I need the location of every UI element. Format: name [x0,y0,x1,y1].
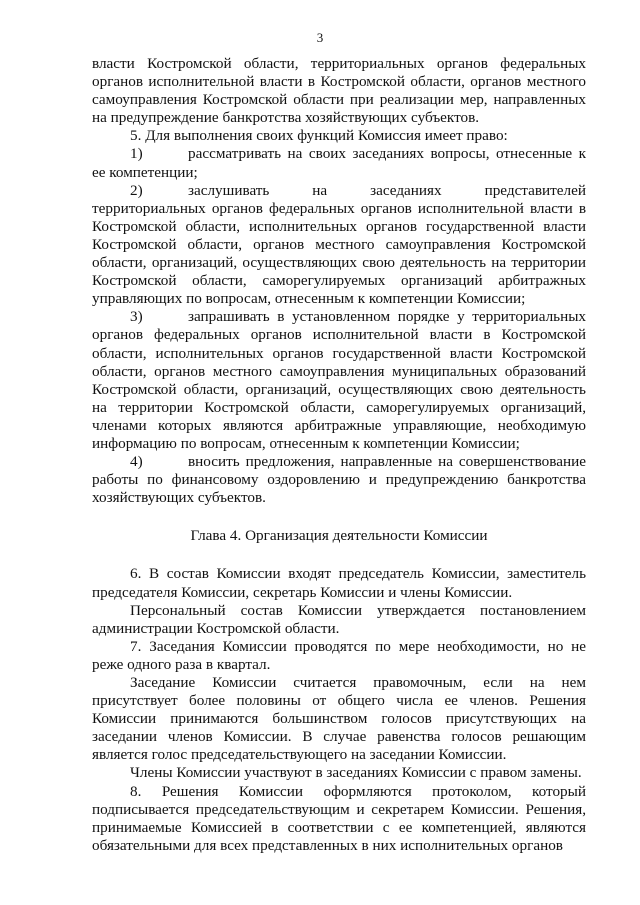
list-item-text: запрашивать в установленном порядке у территориальных органов федеральных органов исполнительной власти в Костромской области, исполнительных органов государственной власти Костромской области, органов местного самоуправления муниципальных образований Костромской области, организаций, осуществляющих свою деятельность на территории Костромской области, саморегулируемых организаций, членами которых являются арбитражные управляющие, необходимую информацию по вопросам, отнесенным к компетенции Комиссии; [92,308,586,452]
list-item-text: заслушивать на заседаниях представителей территориальных органов федеральных органов исполнительной власти в Костромской области, исполнительных органов государственной власти Костромской области, органов местного самоуправления Костромской области, организаций, осуществляющих свою деятельность на территории Костромской области, саморегулируемых организаций арбитражных управляющих по вопросам, отнесенным к компетенции Комиссии; [92,181,586,308]
list-item-number: 4) [130,453,143,471]
list-item-text: рассматривать на своих заседаниях вопросы, отнесенные к ее компетенции; [92,145,586,181]
list-item-number: 1) [130,145,143,163]
paragraph-7-members: Члены Комиссии участвуют в заседаниях Комиссии с правом замены. [130,764,582,782]
list-item-4 [92,453,586,507]
paragraph-8: 8. Решения Комиссии оформляются протоколом, который подписывается председательствующим и секретарем Комиссии. Решения, принимаемые Комиссией в соответствии с ее компетенцией, являются обязательными для всех представленных в них исполнительных органов [92,782,586,854]
paragraph-5: 5. Для выполнения своих функций Комиссия имеет право: [130,127,508,145]
paragraph-6: 6. В состав Комиссии входят председатель Комиссии, заместитель председателя Комиссии, секретарь Комиссии и члены Комиссии. [92,565,586,601]
page-number: 3 [316,30,324,45]
document-body [92,55,586,855]
list-item-1 [92,145,586,181]
chapter-heading: Глава 4. Организация деятельности Комиссии [190,527,488,545]
spacer [92,507,586,527]
paragraph-continuation: власти Костромской области, территориальных органов федеральных органов исполнительной власти в Костромской области, органов местного самоуправления Костромской области при реализации мер, направленных на предупреждение банкротства хозяйствующих субъектов. [92,55,586,127]
list-item-number: 3) [130,308,143,326]
paragraph-6-composition: Персональный состав Комиссии утверждается постановлением администрации Костромской области. [92,601,586,637]
list-item-3 [92,308,586,453]
spacer [92,545,586,565]
list-item-text: вносить предложения, направленные на совершенствование работы по финансовому оздоровлению и предупреждению банкротства хозяйствующих субъектов. [92,453,586,507]
list-item-2 [92,182,586,309]
list-item-number: 2) [130,181,143,199]
paragraph-7-quorum: Заседание Комиссии считается правомочным, если на нем присутствует более половины от общего числа ее членов. Решения Комиссии принимаются большинством голосов присутствующих на заседании членов Комиссии. В случае равенства голосов решающим является голос председательствующего на заседании Комиссии. [92,674,586,764]
paragraph-7: 7. Заседания Комиссии проводятся по мере необходимости, но не реже одного раза в квартал. [92,637,586,673]
